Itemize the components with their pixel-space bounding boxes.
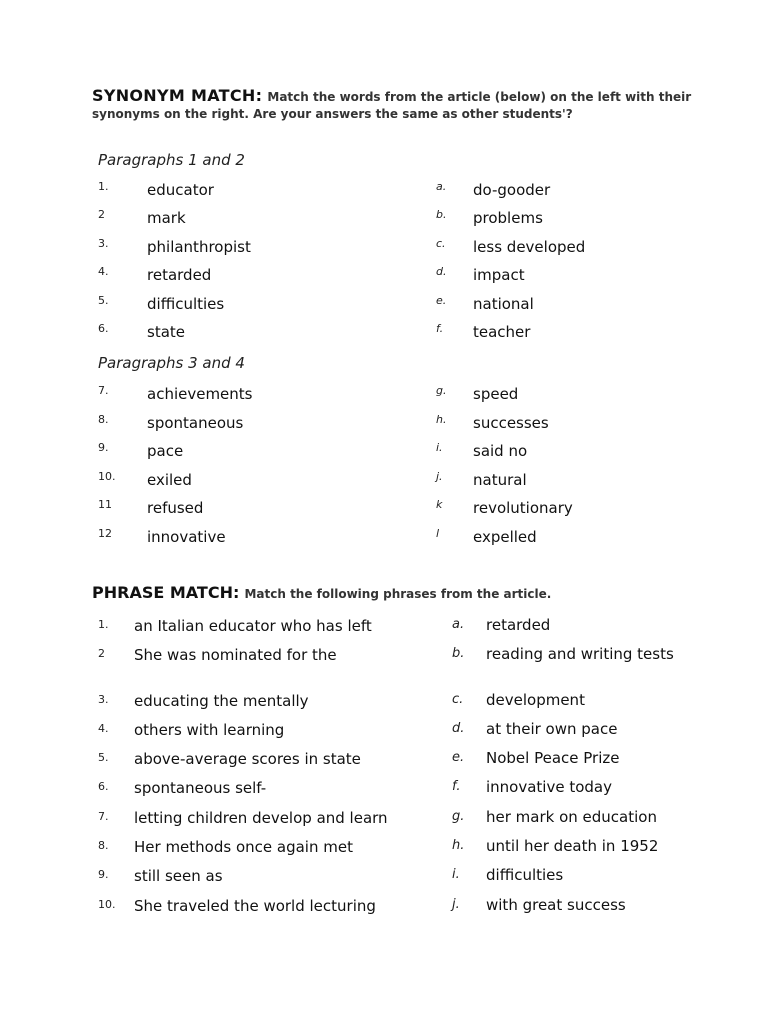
left-phrase: She was nominated for the bbox=[134, 646, 337, 664]
right-phrase: retarded bbox=[486, 616, 551, 634]
phrase-row bbox=[0, 692, 768, 716]
right-phrase: development bbox=[486, 691, 585, 709]
row-letter: j. bbox=[436, 470, 443, 483]
synonym-row bbox=[0, 237, 768, 261]
synonym-row bbox=[0, 294, 768, 318]
left-word: difficulties bbox=[147, 295, 225, 313]
row-number: 10. bbox=[98, 898, 116, 911]
right-phrase: innovative today bbox=[486, 778, 612, 796]
left-word: state bbox=[147, 323, 185, 341]
synonym-header bbox=[92, 88, 692, 122]
phrase-row bbox=[0, 867, 768, 891]
left-word: philanthropist bbox=[147, 238, 251, 256]
row-number: 3. bbox=[98, 237, 109, 250]
left-phrase: Her methods once again met bbox=[134, 838, 353, 856]
row-letter: b. bbox=[452, 646, 465, 661]
row-letter: a. bbox=[436, 180, 447, 193]
row-letter: b. bbox=[436, 208, 447, 221]
row-letter: l bbox=[436, 527, 440, 540]
left-phrase: educating the mentally bbox=[134, 692, 309, 710]
left-word: educator bbox=[147, 181, 214, 199]
right-phrase: until her death in 1952 bbox=[486, 837, 659, 855]
right-phrase: reading and writing tests bbox=[486, 645, 674, 663]
right-phrase: with great success bbox=[486, 896, 626, 914]
synonym-row bbox=[0, 180, 768, 204]
row-letter: d. bbox=[452, 721, 465, 736]
left-phrase: spontaneous self- bbox=[134, 779, 267, 797]
row-number: 9. bbox=[98, 868, 109, 881]
row-number: 2 bbox=[98, 208, 105, 221]
left-phrase: an Italian educator who has left bbox=[134, 617, 372, 635]
phrase-row bbox=[0, 617, 768, 641]
left-word: exiled bbox=[147, 471, 192, 489]
phrase-header bbox=[92, 583, 551, 602]
row-letter: d. bbox=[436, 265, 447, 278]
synonym-row bbox=[0, 470, 768, 494]
left-phrase: letting children develop and learn bbox=[134, 809, 388, 827]
row-letter: f. bbox=[452, 779, 461, 794]
left-word: refused bbox=[147, 499, 204, 517]
synonym-row bbox=[0, 208, 768, 232]
right-word: natural bbox=[473, 471, 527, 489]
phrase-row bbox=[0, 809, 768, 833]
phrase-title: PHRASE MATCH: bbox=[92, 583, 240, 602]
row-letter: h. bbox=[436, 413, 447, 426]
right-word: less developed bbox=[473, 238, 586, 256]
right-word: do-gooder bbox=[473, 181, 551, 199]
synonym-row bbox=[0, 498, 768, 522]
right-word: said no bbox=[473, 442, 528, 460]
left-word: innovative bbox=[147, 528, 226, 546]
row-number: 7. bbox=[98, 810, 109, 823]
right-word: revolutionary bbox=[473, 499, 573, 517]
row-number: 6. bbox=[98, 780, 109, 793]
left-word: pace bbox=[147, 442, 184, 460]
row-number: 4. bbox=[98, 265, 109, 278]
row-letter: j. bbox=[452, 897, 460, 912]
row-letter: c. bbox=[436, 237, 446, 250]
group-heading-2: Paragraphs 3 and 4 bbox=[98, 354, 245, 372]
synonym-row bbox=[0, 265, 768, 289]
phrase-row bbox=[0, 646, 768, 670]
left-phrase: She traveled the world lecturing bbox=[134, 897, 376, 915]
row-number: 6. bbox=[98, 322, 109, 335]
left-phrase: above-average scores in state bbox=[134, 750, 361, 768]
row-number: 12 bbox=[98, 527, 112, 540]
left-phrase: others with learning bbox=[134, 721, 285, 739]
right-word: teacher bbox=[473, 323, 531, 341]
row-number: 1. bbox=[98, 618, 109, 631]
right-phrase: difficulties bbox=[486, 866, 564, 884]
row-number: 1. bbox=[98, 180, 109, 193]
right-word: national bbox=[473, 295, 534, 313]
phrase-row bbox=[0, 721, 768, 745]
row-letter: f. bbox=[436, 322, 444, 335]
right-word: expelled bbox=[473, 528, 537, 546]
left-word: spontaneous bbox=[147, 414, 244, 432]
row-letter: c. bbox=[452, 692, 464, 707]
row-number: 7. bbox=[98, 384, 109, 397]
row-number: 8. bbox=[98, 413, 109, 426]
row-number: 4. bbox=[98, 722, 109, 735]
row-letter: i. bbox=[452, 867, 460, 882]
right-word: impact bbox=[473, 266, 525, 284]
right-word: problems bbox=[473, 209, 543, 227]
row-letter: g. bbox=[436, 384, 447, 397]
row-letter: a. bbox=[452, 617, 465, 632]
synonym-instruction: Match the words from the article (below) on the left with their synonyms on the right. Are your answers the same as other students'? bbox=[92, 90, 692, 121]
right-phrase: her mark on education bbox=[486, 808, 657, 826]
row-number: 11 bbox=[98, 498, 112, 511]
row-letter: h. bbox=[452, 838, 465, 853]
row-number: 5. bbox=[98, 294, 109, 307]
row-number: 8. bbox=[98, 839, 109, 852]
synonym-row bbox=[0, 413, 768, 437]
synonym-row bbox=[0, 527, 768, 551]
row-letter: g. bbox=[452, 809, 465, 824]
phrase-instruction: Match the following phrases from the article. bbox=[244, 587, 552, 601]
row-number: 10. bbox=[98, 470, 116, 483]
synonym-row bbox=[0, 322, 768, 346]
row-letter: e. bbox=[436, 294, 447, 307]
row-number: 5. bbox=[98, 751, 109, 764]
phrase-row bbox=[0, 750, 768, 774]
row-letter: k bbox=[436, 498, 443, 511]
right-phrase: Nobel Peace Prize bbox=[486, 749, 620, 767]
row-number: 9. bbox=[98, 441, 109, 454]
left-phrase: still seen as bbox=[134, 867, 223, 885]
row-letter: e. bbox=[452, 750, 465, 765]
right-phrase: at their own pace bbox=[486, 720, 618, 738]
row-number: 2 bbox=[98, 647, 105, 660]
synonym-title: SYNONYM MATCH: bbox=[92, 86, 263, 105]
group-heading-1: Paragraphs 1 and 2 bbox=[98, 151, 245, 169]
right-word: speed bbox=[473, 385, 519, 403]
row-letter: i. bbox=[436, 441, 443, 454]
synonym-row bbox=[0, 384, 768, 408]
phrase-row bbox=[0, 779, 768, 803]
row-number: 3. bbox=[98, 693, 109, 706]
synonym-row bbox=[0, 441, 768, 465]
left-word: retarded bbox=[147, 266, 212, 284]
left-word: achievements bbox=[147, 385, 253, 403]
right-word: successes bbox=[473, 414, 549, 432]
left-word: mark bbox=[147, 209, 186, 227]
phrase-row bbox=[0, 838, 768, 862]
phrase-row bbox=[0, 897, 768, 921]
